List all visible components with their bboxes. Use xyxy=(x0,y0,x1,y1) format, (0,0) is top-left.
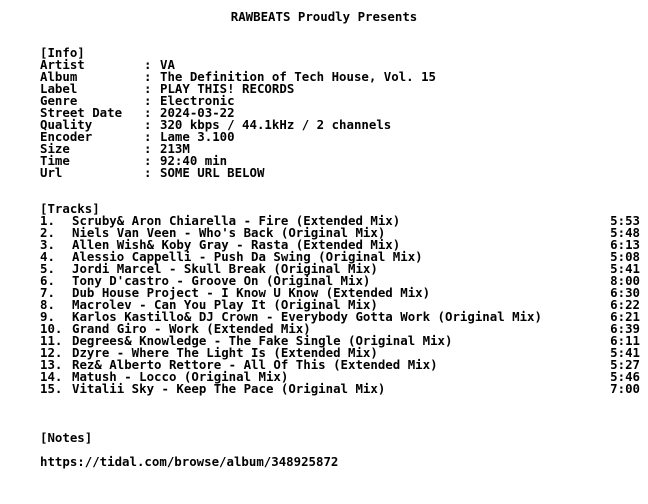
info-separator: : xyxy=(144,165,152,180)
info-key: Label xyxy=(40,81,78,96)
info-separator: : xyxy=(144,153,152,168)
track-number: 2. xyxy=(40,225,55,240)
track-duration: 5:41 xyxy=(610,345,640,360)
info-key: Artist xyxy=(40,57,85,72)
info-value: PLAY THIS! RECORDS xyxy=(160,81,295,96)
info-value: 213M xyxy=(160,141,190,156)
track-duration: 7:00 xyxy=(610,381,640,396)
track-duration: 5:08 xyxy=(610,249,640,264)
track-title: Grand Giro - Work (Extended Mix) xyxy=(72,321,311,336)
track-title: Degrees& Knowledge - The Fake Single (Original Mix) xyxy=(72,333,453,348)
track-number: 8. xyxy=(40,297,55,312)
track-title: Allen Wish& Koby Gray - Rasta (Extended Mix) xyxy=(72,237,401,252)
info-key: Album xyxy=(40,69,78,84)
info-value: 2024-03-22 xyxy=(160,105,235,120)
track-duration: 8:00 xyxy=(610,273,640,288)
track-duration: 6:30 xyxy=(610,285,640,300)
info-key: Url xyxy=(40,165,63,180)
info-separator: : xyxy=(144,141,152,156)
info-value: SOME URL BELOW xyxy=(160,165,265,180)
info-key: Street Date xyxy=(40,105,123,120)
track-title: Matush - Locco (Original Mix) xyxy=(72,369,289,384)
notes-header-line xyxy=(0,420,93,445)
track-title: Karlos Kastillo& DJ Crown - Everybody Gotta Work (Original Mix) xyxy=(72,309,542,324)
track-title: Rez& Alberto Rettore - All Of This (Extended Mix) xyxy=(72,357,438,372)
info-value: The Definition of Tech House, Vol. 15 xyxy=(160,69,437,84)
info-value: 92:40 min xyxy=(160,153,228,168)
info-header-line xyxy=(0,35,85,60)
info-header: [Info] xyxy=(40,45,85,60)
track-number: 13. xyxy=(40,357,63,372)
track-number: 7. xyxy=(40,285,55,300)
info-key: Genre xyxy=(40,93,78,108)
info-separator: : xyxy=(144,81,152,96)
track-title: Scruby& Aron Chiarella - Fire (Extended Mix) xyxy=(72,213,401,228)
release-title: RAWBEATS Proudly Presents xyxy=(230,9,418,24)
track-number: 14. xyxy=(40,369,63,384)
track-duration: 6:21 xyxy=(610,309,640,324)
info-separator: : xyxy=(144,105,152,120)
info-value: VA xyxy=(160,57,175,72)
track-number: 5. xyxy=(40,261,55,276)
info-separator: : xyxy=(144,117,152,132)
info-value: Lame 3.100 xyxy=(160,129,235,144)
track-duration: 5:46 xyxy=(610,369,640,384)
track-title: Tony D'castro - Groove On (Original Mix) xyxy=(72,273,371,288)
track-duration: 5:53 xyxy=(610,213,640,228)
info-key: Size xyxy=(40,141,70,156)
track-number: 11. xyxy=(40,333,63,348)
info-key: Encoder xyxy=(40,129,93,144)
track-number: 12. xyxy=(40,345,63,360)
track-duration: 5:41 xyxy=(610,261,640,276)
info-separator: : xyxy=(144,69,152,84)
info-value: Electronic xyxy=(160,93,235,108)
tracks-header-line xyxy=(0,191,100,216)
track-number: 1. xyxy=(40,213,55,228)
track-number: 15. xyxy=(40,381,63,396)
info-separator: : xyxy=(144,57,152,72)
track-title: Jordi Marcel - Skull Break (Original Mix) xyxy=(72,261,378,276)
info-separator: : xyxy=(144,129,152,144)
track-number: 4. xyxy=(40,249,55,264)
info-value: 320 kbps / 44.1kHz / 2 channels xyxy=(160,117,392,132)
track-duration: 6:13 xyxy=(610,237,640,252)
track-title: Alessio Cappelli - Push Da Swing (Original Mix) xyxy=(72,249,423,264)
track-duration: 5:27 xyxy=(610,357,640,372)
track-number: 10. xyxy=(40,321,63,336)
track-duration: 5:48 xyxy=(610,225,640,240)
track-duration: 6:22 xyxy=(610,297,640,312)
track-title: Niels Van Veen - Who's Back (Original Mix) xyxy=(72,225,386,240)
track-number: 3. xyxy=(40,237,55,252)
track-title: Macrolev - Can You Play It (Original Mix) xyxy=(72,297,378,312)
track-title: Dub House Project - I Know U Know (Extended Mix) xyxy=(72,285,431,300)
notes-url-line xyxy=(0,444,339,469)
track-duration: 6:11 xyxy=(610,333,640,348)
track-title: Vitalii Sky - Keep The Pace (Original Mix) xyxy=(72,381,386,396)
tracks-header: [Tracks] xyxy=(40,201,100,216)
notes-url: https://tidal.com/browse/album/348925872 xyxy=(40,454,339,469)
track-duration: 6:39 xyxy=(610,321,640,336)
track-title: Dzyre - Where The Light Is (Extended Mix) xyxy=(72,345,378,360)
notes-header: [Notes] xyxy=(40,430,93,445)
info-separator: : xyxy=(144,93,152,108)
track-number: 6. xyxy=(40,273,55,288)
info-key: Quality xyxy=(40,117,93,132)
info-key: Time xyxy=(40,153,70,168)
track-number: 9. xyxy=(40,309,55,324)
